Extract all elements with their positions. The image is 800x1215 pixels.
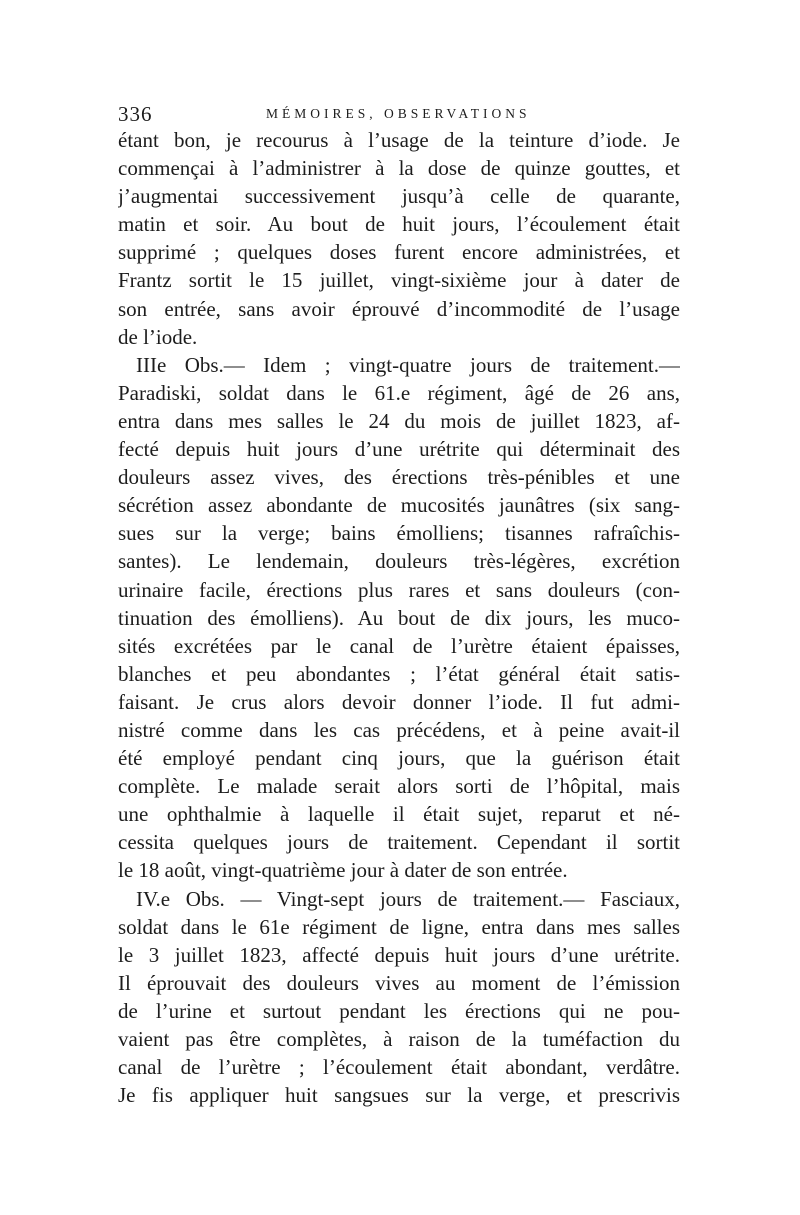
text-line: commençai à l’administrer à la dose de quinze gouttes, et bbox=[118, 156, 680, 181]
text-line: Je fis appliquer huit sangsues sur la verge, et prescrivis bbox=[118, 1083, 680, 1108]
text-line: Paradiski, soldat dans le 61.e régiment, âgé de 26 ans, bbox=[118, 380, 680, 405]
text-line: tinuation des émolliens). Au bout de dix jours, les muco- bbox=[118, 605, 680, 630]
text-line: fecté depuis huit jours d’une urétrite qui déterminait des bbox=[118, 437, 680, 462]
text-line: urinaire facile, érections plus rares et sans douleurs (con- bbox=[118, 577, 680, 602]
text-line: cessita quelques jours de traitement. Cependant il sortit bbox=[118, 830, 680, 855]
text-line: nistré comme dans les cas précédens, et à peine avait-il bbox=[118, 717, 680, 742]
text-line: sités excrétées par le canal de l’urètre étaient épaisses, bbox=[118, 633, 680, 658]
text-line: IIIe Obs.— Idem ; vingt-quatre jours de traitement.— bbox=[136, 352, 680, 377]
text-line: blanches et peu abondantes ; l’état général était satis- bbox=[118, 661, 680, 686]
text-line: faisant. Je crus alors devoir donner l’iode. Il fut admi- bbox=[118, 689, 680, 714]
text-line: vaient pas être complètes, à raison de la tuméfaction du bbox=[118, 1027, 680, 1051]
text-line: le 3 juillet 1823, affecté depuis huit jours d’une urétrite. bbox=[118, 942, 680, 967]
text-line: étant bon, je recourus à l’usage de la teinture d’iode. Je bbox=[118, 128, 680, 152]
text-line: Frantz sortit le 15 juillet, vingt-sixième jour à dater de bbox=[118, 268, 680, 293]
text-line: santes). Le lendemain, douleurs très-légères, excrétion bbox=[118, 549, 680, 574]
text-line: sécrétion assez abondante de mucosités jaunâtres (six sang- bbox=[118, 493, 680, 518]
text-line: le 18 août, vingt-quatrième jour à dater de son entrée. bbox=[118, 858, 568, 883]
text-line: douleurs assez vives, des érections très-pénibles et une bbox=[118, 465, 680, 490]
text-line: sues sur la verge; bains émolliens; tisannes rafraîchis- bbox=[118, 521, 680, 546]
text-line: de l’urine et surtout pendant les érections qui ne pou- bbox=[118, 998, 680, 1023]
text-line: supprimé ; quelques doses furent encore administrées, et bbox=[118, 240, 680, 265]
body-text bbox=[118, 126, 680, 1109]
running-title: MÉMOIRES, OBSERVATIONS bbox=[266, 106, 531, 121]
text-line: soldat dans le 61e régiment de ligne, entra dans mes salles bbox=[118, 914, 680, 939]
text-line: entra dans mes salles le 24 du mois de juillet 1823, af- bbox=[118, 408, 680, 433]
text-line: canal de l’urètre ; l’écoulement était abondant, verdâtre. bbox=[118, 1055, 680, 1080]
text-line: une ophthalmie à laquelle il était sujet, reparut et né- bbox=[118, 802, 680, 827]
text-line: matin et soir. Au bout de huit jours, l’écoulement était bbox=[118, 212, 680, 237]
page-number: 336 bbox=[118, 102, 153, 126]
text-line: son entrée, sans avoir éprouvé d’incommodité de l’usage bbox=[118, 296, 680, 321]
text-line: de l’iode. bbox=[118, 324, 198, 349]
text-line: complète. Le malade serait alors sorti de l’hôpital, mais bbox=[118, 774, 680, 799]
text-line: été employé pendant cinq jours, que la guérison était bbox=[118, 746, 680, 771]
text-line: IV.e Obs. — Vingt-sept jours de traitement.— Fasciaux, bbox=[136, 886, 680, 911]
text-line: Il éprouvait des douleurs vives au moment de l’émission bbox=[118, 970, 680, 995]
text-line: j’augmentai successivement jusqu’à celle de quarante, bbox=[118, 184, 680, 209]
